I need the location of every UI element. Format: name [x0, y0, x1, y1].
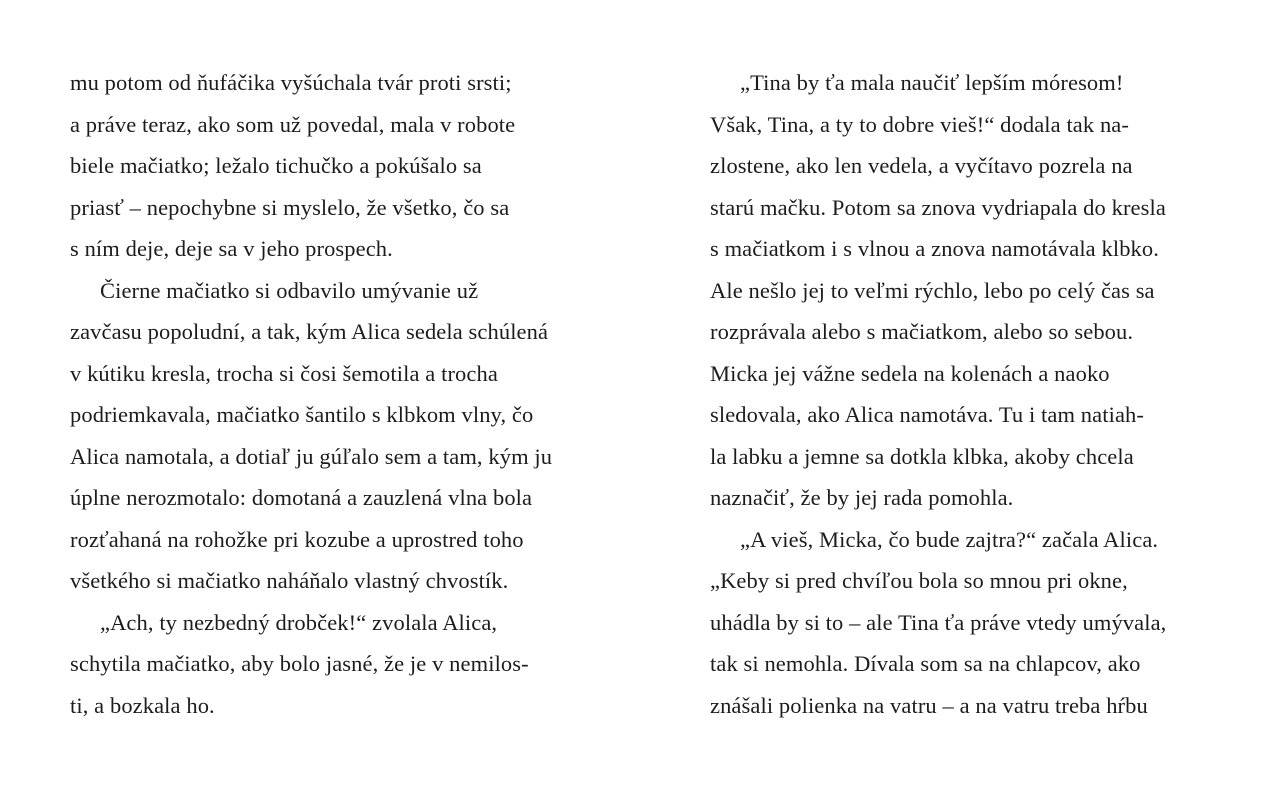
text-line: starú mačku. Potom sa znova vydriapala do kresla: [710, 194, 1166, 220]
text-line: „Tina by ťa mala naučiť lepším móresom!: [740, 70, 1124, 95]
right-page: [710, 62, 1230, 726]
text-line: úplne nerozmotalo: domotaná a zauzlená vlna bola: [70, 485, 533, 510]
text-line: zlostene, ako len vedela, a vyčítavo pozrela na: [710, 153, 1133, 178]
text-line: zavčasu popoludní, a tak, kým Alica sedela schúlená: [70, 319, 549, 344]
text-line: Micka jej vážne sedela na kolenách a naoko: [710, 360, 1110, 386]
text-line: rozprávala alebo s mačiatkom, alebo so sebou.: [710, 319, 1134, 344]
left-page: [70, 62, 590, 726]
text-line: uhádla by si to – ale Tina ťa práve vtedy umývala,: [710, 609, 1167, 635]
text-line: s ním deje, deje sa v jeho prospech.: [70, 236, 393, 261]
text-line: „Ach, ty nezbedný drobček!“ zvolala Alica,: [100, 609, 498, 635]
text-line: s mačiatkom i s vlnou a znova namotávala klbko.: [710, 236, 1159, 261]
text-line: tak si nemohla. Dívala som sa na chlapcov, ako: [710, 651, 1141, 676]
text-line: mu potom od ňufáčika vyšúchala tvár proti srsti;: [70, 70, 512, 95]
text-line: „A vieš, Micka, čo bude zajtra?“ začala Alica.: [740, 526, 1159, 552]
text-line: a práve teraz, ako som už povedal, mala v robote: [70, 111, 516, 137]
text-line: naznačiť, že by jej rada pomohla.: [710, 485, 1014, 510]
text-line: znášali polienka na vatru – a na vatru treba hŕbu: [710, 692, 1148, 718]
text-line: Čierne mačiatko si odbavilo umývanie už: [100, 277, 479, 303]
text-line: Alica namotala, a dotiaľ ju gúľalo sem a tam, kým ju: [70, 443, 553, 469]
text-line: schytila mačiatko, aby bolo jasné, že je v nemilos-: [70, 651, 529, 676]
text-line: Však, Tina, a ty to dobre vieš!“ dodala tak na-: [710, 111, 1129, 137]
text-line: v kútiku kresla, trocha si čosi šemotila a trocha: [70, 360, 498, 386]
text-line: rozťahaná na rohožke pri kozube a uprostred toho: [70, 526, 524, 552]
text-line: všetkého si mačiatko naháňalo vlastný chvostík.: [70, 568, 509, 593]
text-line: la labku a jemne sa dotkla klbka, akoby chcela: [710, 443, 1134, 469]
text-line: priasť – nepochybne si myslelo, že všetko, čo sa: [70, 194, 510, 220]
text-line: sledovala, ako Alica namotáva. Tu i tam natiah-: [710, 402, 1144, 427]
text-line: ti, a bozkala ho.: [70, 692, 215, 718]
text-line: Ale nešlo jej to veľmi rýchlo, lebo po celý čas sa: [710, 277, 1155, 303]
text-line: „Keby si pred chvíľou bola so mnou pri okne,: [710, 568, 1128, 593]
text-line: podriemkavala, mačiatko šantilo s klbkom vlny, čo: [70, 402, 534, 427]
text-line: biele mačiatko; ležalo tichučko a pokúšalo sa: [70, 153, 482, 178]
